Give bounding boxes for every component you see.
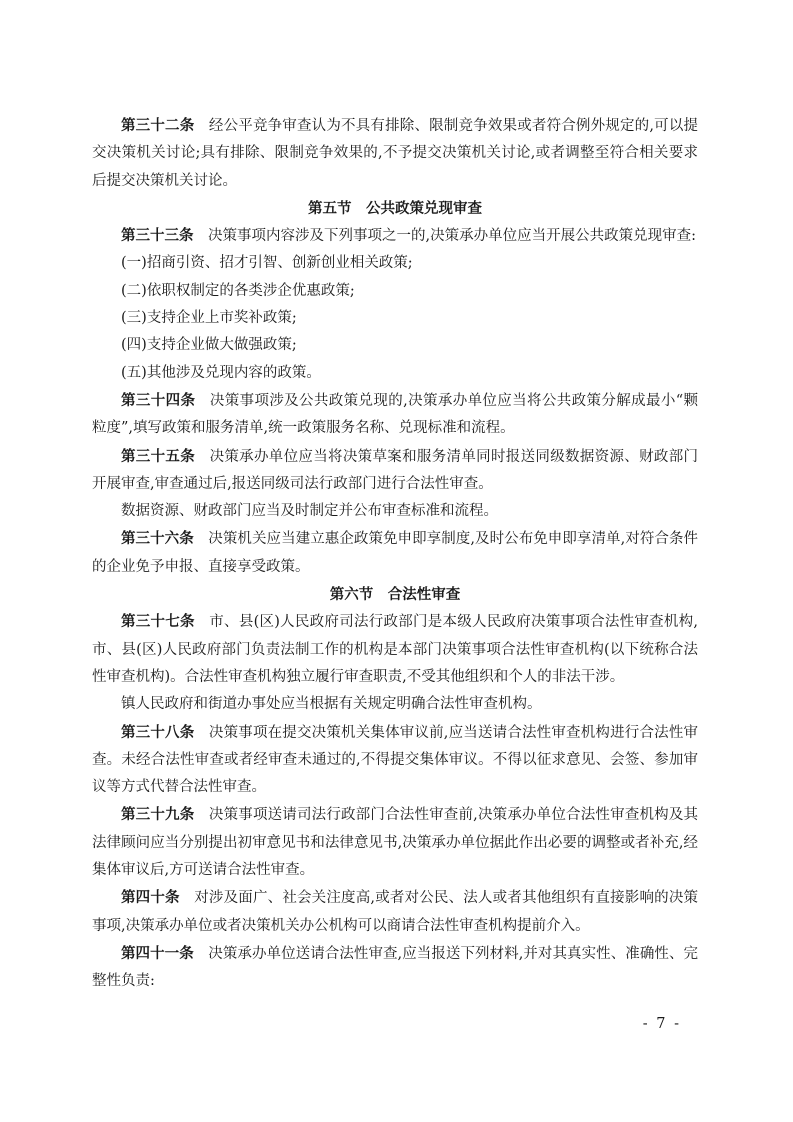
section-heading: [92, 581, 698, 608]
paragraph-text: (四)支持企业做大做强政策;: [121, 337, 297, 354]
article-number: 第三十五条: [121, 447, 196, 465]
paragraph-text: 镇人民政府和街道办事处应当根据有关规定明确合法性审查机构。: [121, 696, 542, 713]
paragraph-text: (一)招商引资、招才引智、创新创业相关政策;: [121, 255, 413, 272]
article-number: 第三十八条: [121, 723, 195, 741]
article-number: 第四十条: [121, 889, 180, 907]
article-number: 第三十四条: [121, 391, 196, 409]
paragraph: [92, 498, 698, 525]
paragraph-text: 市、县(区)人民政府司法行政部门是本级人民政府决策事项合法性审查机构,市、县(区)人民政府部门负责法制工作的机构是本部门决策事项合法性审查机构(以下统称合法性审查机构)。合法性审查机构独立履行审查职责,不受其他组织和个人的非法干涉。: [92, 614, 699, 685]
paragraph: [92, 940, 698, 996]
paragraph: [92, 691, 698, 718]
paragraph: [92, 608, 698, 691]
paragraph-text: 决策事项在提交决策机关集体审议前,应当送请合法性审查机构进行合法性审查。未经合法性审查或者经审查未通过的,不得提交集体审议。不得以征求意见、会签、参加审议等方式代替合法性审查。: [92, 724, 698, 796]
paragraph: [92, 719, 698, 802]
paragraph-text: (三)支持企业上市奖补政策;: [121, 310, 297, 327]
paragraph-text: 数据资源、财政部门应当及时制定并公布审查标准和流程。: [121, 503, 498, 520]
paragraph-text: 决策机关应当建立惠企政策免申即享制度,及时公布免申即享清单,对符合条件的企业免予申报、直接享受政策。: [92, 531, 699, 575]
paragraph-text: (五)其他涉及兑现内容的政策。: [121, 364, 321, 381]
paragraph: [92, 332, 698, 359]
article-number: 第三十二条: [121, 117, 195, 134]
article-number: 第三十九条: [121, 806, 195, 824]
paragraph: [92, 278, 698, 305]
paragraph: [92, 360, 698, 387]
section-heading: [92, 195, 698, 222]
section-title: 合法性审查: [387, 586, 461, 604]
paragraph-text: 经公平竞争审查认为不具有排除、限制竞争效果或者符合例外规定的,可以提交决策机关讨论;具有排除、限制竞争效果的,不予提交决策机关讨论,或者调整至符合相关要求后提交决策机关讨论。: [92, 118, 698, 189]
paragraph: [92, 525, 698, 581]
paragraph: [92, 443, 698, 499]
paragraph-text: 决策事项内容涉及下列事项之一的,决策承办单位应当开展公共政策兑现审查:: [208, 228, 696, 245]
article-number: 第三十六条: [121, 530, 194, 548]
document-body: [92, 112, 698, 996]
paragraph: [92, 222, 698, 250]
paragraph: [92, 884, 698, 940]
article-number: 第三十三条: [121, 227, 194, 245]
paragraph-text: (二)依职权制定的各类涉企优惠政策;: [121, 282, 355, 299]
paragraph: [92, 801, 698, 884]
page-number: - 7 -: [642, 1016, 681, 1032]
article-number: 第三十七条: [121, 613, 195, 631]
paragraph-text: 决策承办单位送请合法性审查,应当报送下列材料,并对其真实性、准确性、完整性负责:: [92, 945, 699, 990]
paragraph: [92, 112, 698, 195]
paragraph: [92, 305, 698, 332]
paragraph-text: 决策事项涉及公共政策兑现的,决策承办单位应当将公共政策分解成最小“颗粒度”,填写政策和服务清单,统一政策服务名称、兑现标准和流程。: [92, 392, 698, 437]
paragraph-text: 决策承办单位应当将决策草案和服务清单同时报送同级数据资源、财政部门开展审查,审查通过后,报送同级司法行政部门进行合法性审查。: [92, 448, 699, 492]
section-number: 第六节: [329, 586, 374, 604]
paragraph: [92, 250, 698, 277]
paragraph: [92, 387, 698, 443]
section-title: 公共政策兑现审查: [366, 199, 482, 217]
paragraph-text: 决策事项送请司法行政部门合法性审查前,决策承办单位合法性审查机构及其法律顾问应当分别提出初审意见书和法律意见书,决策承办单位据此作出必要的调整或者补充,经集体审议后,方可送请合法性审查。: [92, 807, 698, 879]
paragraph-text: 对涉及面广、社会关注度高,或者对公民、法人或者其他组织有直接影响的决策事项,决策承办单位或者决策机关办公机构可以商请合法性审查机构提前介入。: [92, 890, 699, 934]
article-number: 第四十一条: [121, 944, 194, 962]
section-number: 第五节: [308, 199, 352, 217]
